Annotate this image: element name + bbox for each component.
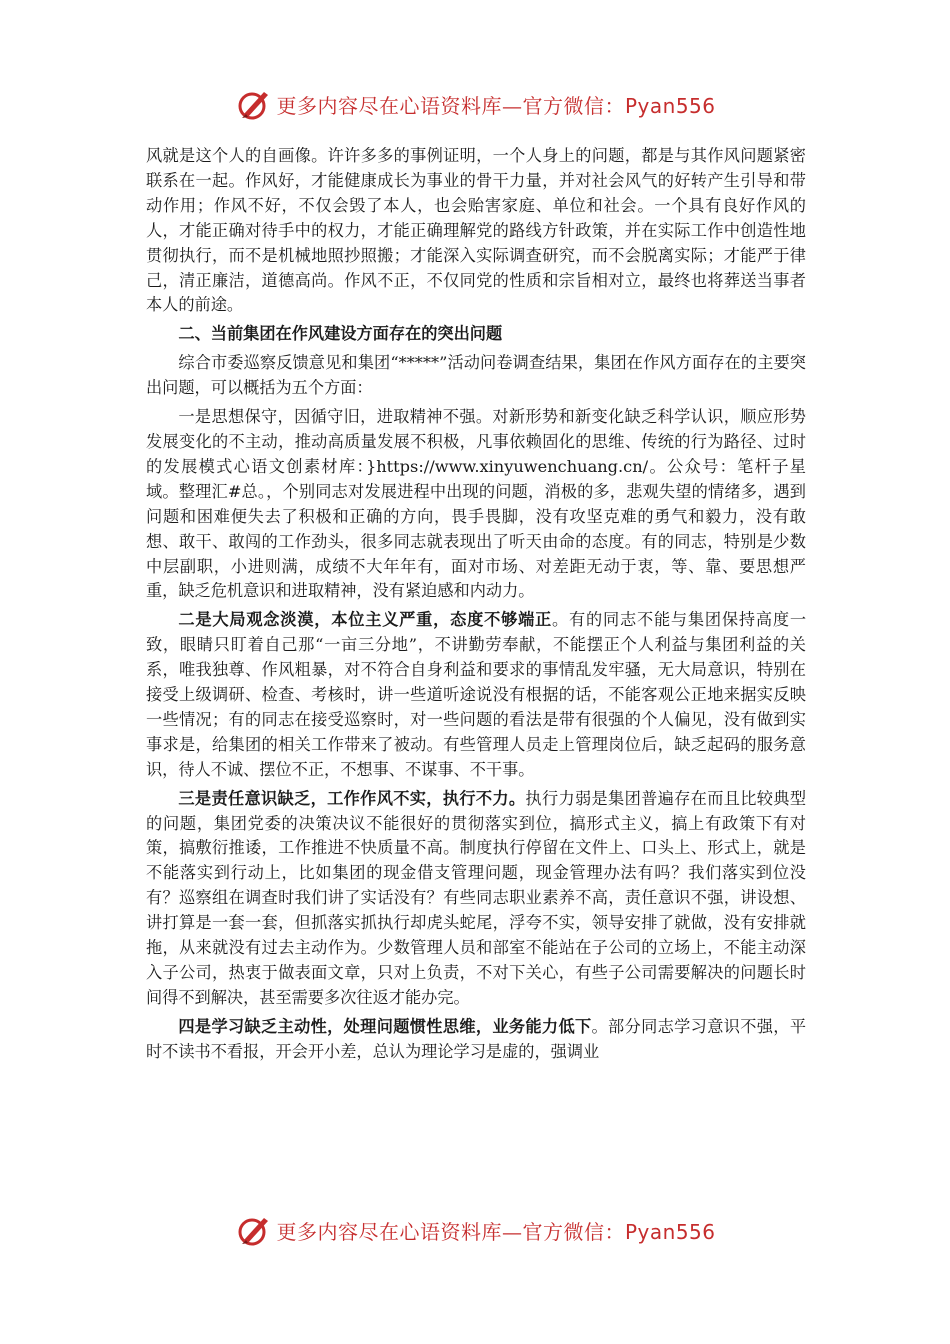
paragraph [146, 787, 806, 1011]
banner-text: 更多内容尽在心语资料库—官方微信：Pyan556 [276, 93, 716, 118]
paragraph-lead: 二是大局观念淡漠，本位主义严重，态度不够端正 [178, 610, 553, 630]
pen-logo-icon [234, 84, 274, 124]
paragraph [146, 1015, 806, 1065]
section-heading: 二、当前集团在作风建设方面存在的突出问题 [178, 324, 503, 344]
footer-banner [0, 1210, 950, 1250]
document-body [146, 144, 806, 1065]
banner-text: 更多内容尽在心语资料库—官方微信：Pyan556 [276, 1219, 716, 1244]
pen-logo-icon [234, 1210, 274, 1250]
paragraph-body: 执行力弱是集团普遍存在而且比较典型的问题，集团党委的决策决议不能很好的贯彻落实到位，搞形式主义，搞上有政策下有对策，搞敷衍推诿，工作推进不快质量不高。制度执行停留在文件上、口头上、形式上，就是不能落实到行动上，比如集团的现金借支管理问题，现金管理办法有吗？我们落实到位没有？巡察组在调查时我们讲了实话没有？有些同志职业素养不高，责任意识不强，讲设想、讲打算是一套一套，但抓落实抓执行却虎头蛇尾，浮夸不实，领导安排了就做，没有安排就拖，从来就没有过去主动作为。少数管理人员和部室不能站在子公司的立场上，不能主动深入子公司，热衷于做表面文章，只对上负责，不对下关心，有些子公司需要解决的问题长时间得不到解决，甚至需要多次往返才能办完。 [146, 788, 807, 1007]
paragraph [146, 608, 806, 782]
paragraph-body: 。部分同志学习意识不强，平时不读书不看报，开会开小差，总认为理论学习是虚的，强调业 [146, 1016, 807, 1061]
paragraph: 风就是这个人的自画像。许许多多的事例证明，一个人身上的问题，都是与其作风问题紧密联系在一起。作风好，才能健康成长为事业的骨干力量，并对社会风气的好转产生引导和带动作用；作风不好，不仅会毁了本人，也会贻害家庭、单位和社会。一个具有良好作风的人，才能正确对待手中的权力，才能正确理解党的路线方针政策，并在实际工作中创造性地贯彻执行，而不是机械地照抄照搬；才能深入实际调查研究，而不会脱离实际；才能严于律己，清正廉洁，道德高尚。作风不正，不仅同党的性质和宗旨相对立，最终也将葬送当事者本人的前途。 [146, 146, 806, 315]
paragraph: 综合市委巡察反馈意见和集团“*****”活动问卷调查结果，集团在作风方面存在的主要突出问题，可以概括为五个方面： [146, 353, 806, 398]
header-banner [0, 84, 950, 124]
paragraph: 一是思想保守，因循守旧，进取精神不强。对新形势和新变化缺乏科学认识，顺应形势发展变化的不主动，推动高质量发展不积极，凡事依赖固化的思维、传统的行为路径、过时的发展模式心语文创素材库：}https://www.xinyuwenchuang.cn/。公众号：笔杆子星域。整理汇#总。，个别同志对发展进程中出现的问题，消极的多，悲观失望的情绪多，遇到问题和困难便失去了积极和正确的方向，畏手畏脚，没有攻坚克难的勇气和毅力，没有敢想、敢干、敢闯的工作劲头，很多同志就表现出了听天由命的态度。有的同志，特别是少数中层副职，小进则满，成绩不大年年有，面对市场、对差距无动于衷，等、靠、要思想严重，缺乏危机意识和进取精神，没有紧迫感和内动力。 [146, 407, 806, 601]
paragraph-lead: 三是责任意识缺乏，工作作风不实，执行不力。 [178, 788, 526, 808]
paragraph-lead: 四是学习缺乏主动性，处理问题惯性思维，业务能力低下 [178, 1016, 592, 1036]
paragraph-body: 。有的同志不能与集团保持高度一致，眼睛只盯着自己那“一亩三分地”，不讲勤劳奉献，不能摆正个人利益与集团利益的关系，唯我独尊、作风粗暴，对不符合自身利益和要求的事情乱发牢骚，无大局意识，特别在接受上级调研、检查、考核时，讲一些道听途说没有根据的话，不能客观公正地来据实反映一些情况；有的同志在接受巡察时，对一些问题的看法是带有很强的个人偏见，没有做到实事求是，给集团的相关工作带来了被动。有些管理人员走上管理岗位后，缺乏起码的服务意识，待人不诚、摆位不正，不想事、不谋事、不干事。 [146, 610, 807, 779]
